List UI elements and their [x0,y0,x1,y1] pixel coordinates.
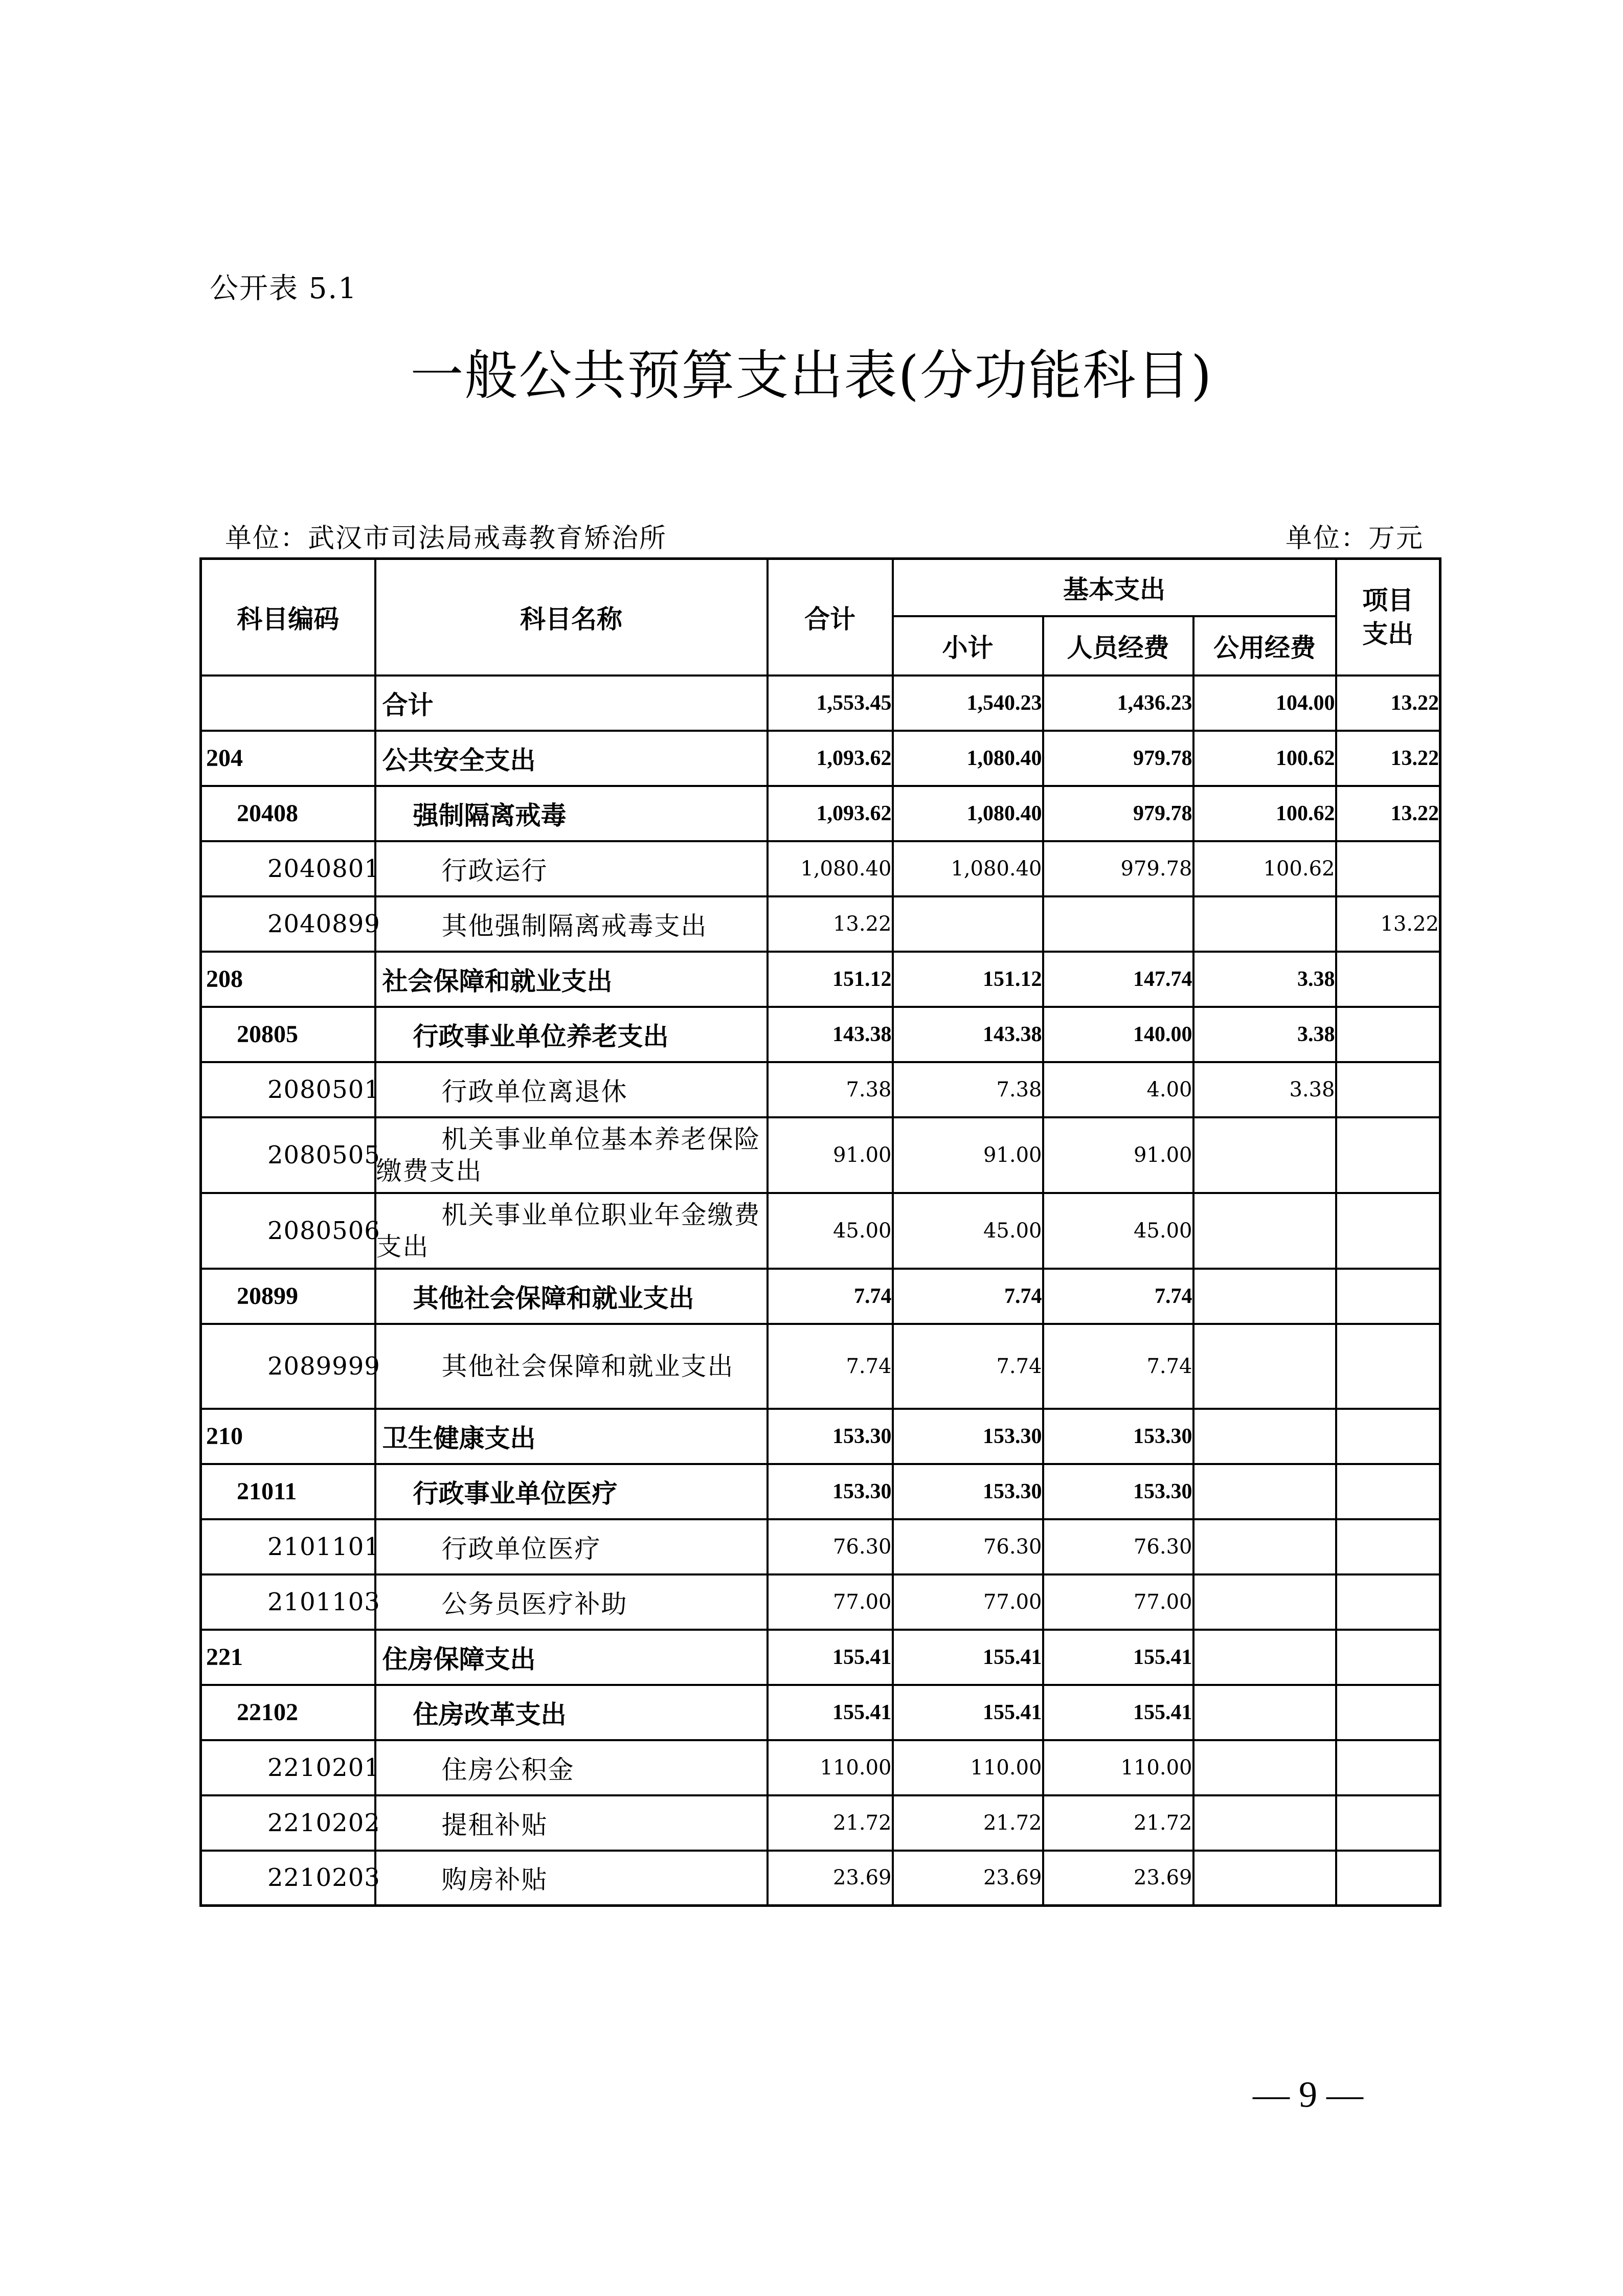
cell-name: 行政事业单位医疗 [375,1464,768,1519]
cell-code: 210 [201,1409,375,1464]
cell-public [1193,1409,1336,1464]
header-project-expenditure [1336,559,1440,676]
cell-code: 2210203 [201,1851,375,1906]
cell-total: 143.38 [768,1007,893,1062]
cell-code: 2101103 [201,1574,375,1630]
cell-project: 13.22 [1336,731,1440,786]
cell-name: 其他社会保障和就业支出 [375,1324,768,1409]
cell-name: 提租补贴 [375,1795,768,1851]
cell-public [1193,1740,1336,1795]
cell-total: 1,093.62 [768,731,893,786]
cell-project [1336,1062,1440,1117]
cell-public [1193,1685,1336,1740]
cell-subtotal: 77.00 [893,1574,1043,1630]
cell-project [1336,1409,1440,1464]
cell-code: 2080506 [201,1193,375,1269]
cell-personnel: 153.30 [1043,1409,1193,1464]
cell-personnel: 140.00 [1043,1007,1193,1062]
table-row [201,1685,1440,1740]
cell-public [1193,1630,1336,1685]
cell-code: 2040899 [201,896,375,952]
cell-name: 行政单位医疗 [375,1519,768,1574]
cell-code: 21011 [201,1464,375,1519]
cell-project [1336,1464,1440,1519]
cell-project [1336,1193,1440,1269]
cell-name: 合计 [375,676,768,731]
budget-expenditure-table [199,557,1441,1907]
cell-total: 76.30 [768,1519,893,1574]
cell-subtotal: 153.30 [893,1409,1043,1464]
cell-name: 行政事业单位养老支出 [375,1007,768,1062]
cell-personnel: 21.72 [1043,1795,1193,1851]
cell-name: 机关事业单位职业年金缴费支出 [375,1193,768,1269]
cell-subtotal: 155.41 [893,1630,1043,1685]
cell-personnel: 155.41 [1043,1685,1193,1740]
cell-project: 13.22 [1336,786,1440,841]
cell-name: 其他强制隔离戒毒支出 [375,896,768,952]
cell-subtotal: 7.74 [893,1324,1043,1409]
cell-code: 208 [201,952,375,1007]
cell-name: 机关事业单位基本养老保险缴费支出 [375,1117,768,1193]
cell-personnel: 110.00 [1043,1740,1193,1795]
cell-project [1336,841,1440,896]
cell-code: 221 [201,1630,375,1685]
cell-subtotal: 23.69 [893,1851,1043,1906]
cell-name: 公务员医疗补助 [375,1574,768,1630]
cell-total: 91.00 [768,1117,893,1193]
cell-total: 1,553.45 [768,676,893,731]
page-number: — 9 — [1253,2074,1363,2115]
table-row [201,1062,1440,1117]
cell-code: 2210201 [201,1740,375,1795]
cell-public: 100.62 [1193,786,1336,841]
cell-public [1193,1795,1336,1851]
cell-subtotal: 153.30 [893,1464,1043,1519]
cell-total: 110.00 [768,1740,893,1795]
cell-subtotal: 7.38 [893,1062,1043,1117]
header-total: 合计 [768,559,893,676]
cell-personnel: 979.78 [1043,841,1193,896]
cell-project [1336,1795,1440,1851]
cell-public [1193,1117,1336,1193]
cell-subtotal: 1,080.40 [893,786,1043,841]
cell-code: 20899 [201,1269,375,1324]
cell-name: 行政运行 [375,841,768,896]
table-row [201,841,1440,896]
cell-total: 45.00 [768,1193,893,1269]
cell-code: 2080501 [201,1062,375,1117]
header-public: 公用经费 [1193,616,1336,676]
cell-total: 151.12 [768,952,893,1007]
cell-code: 2089999 [201,1324,375,1409]
header-project-line1: 项目 [1362,585,1414,615]
cell-total: 7.38 [768,1062,893,1117]
cell-public [1193,1269,1336,1324]
cell-personnel: 45.00 [1043,1193,1193,1269]
cell-name: 卫生健康支出 [375,1409,768,1464]
table-row [201,1851,1440,1906]
table-row [201,1519,1440,1574]
cell-name: 其他社会保障和就业支出 [375,1269,768,1324]
cell-public: 3.38 [1193,952,1336,1007]
cell-subtotal: 1,540.23 [893,676,1043,731]
cell-total: 155.41 [768,1685,893,1740]
cell-personnel: 7.74 [1043,1269,1193,1324]
cell-subtotal: 143.38 [893,1007,1043,1062]
cell-personnel: 147.74 [1043,952,1193,1007]
cell-subtotal: 155.41 [893,1685,1043,1740]
cell-personnel: 7.74 [1043,1324,1193,1409]
cell-subtotal: 7.74 [893,1269,1043,1324]
cell-subtotal: 110.00 [893,1740,1043,1795]
header-project-line2: 支出 [1362,619,1414,649]
table-row [201,1117,1440,1193]
cell-total: 21.72 [768,1795,893,1851]
cell-personnel: 155.41 [1043,1630,1193,1685]
cell-total: 153.30 [768,1464,893,1519]
cell-project [1336,1117,1440,1193]
page-title: 一般公共预算支出表(分功能科目) [410,344,1213,407]
cell-personnel: 979.78 [1043,786,1193,841]
cell-subtotal: 21.72 [893,1795,1043,1851]
cell-code: 2210202 [201,1795,375,1851]
cell-total: 13.22 [768,896,893,952]
cell-project [1336,1851,1440,1906]
currency-unit-label: 单位：万元 [1285,523,1424,554]
cell-name: 强制隔离戒毒 [375,786,768,841]
table-row [201,1269,1440,1324]
cell-total: 1,080.40 [768,841,893,896]
cell-total: 155.41 [768,1630,893,1685]
cell-public [1193,1464,1336,1519]
header-name: 科目名称 [375,559,768,676]
cell-subtotal: 1,080.40 [893,841,1043,896]
table-row [201,1795,1440,1851]
table-row [201,952,1440,1007]
cell-public [1193,1324,1336,1409]
cell-public [1193,1574,1336,1630]
cell-total: 77.00 [768,1574,893,1630]
cell-subtotal [893,896,1043,952]
cell-total: 7.74 [768,1269,893,1324]
table-row [201,1007,1440,1062]
cell-name: 住房公积金 [375,1740,768,1795]
cell-name: 住房保障支出 [375,1630,768,1685]
cell-personnel: 23.69 [1043,1851,1193,1906]
table-row [201,1574,1440,1630]
cell-code: 204 [201,731,375,786]
cell-personnel [1043,896,1193,952]
cell-name: 社会保障和就业支出 [375,952,768,1007]
cell-code: 2101101 [201,1519,375,1574]
cell-project [1336,1685,1440,1740]
cell-project: 13.22 [1336,676,1440,731]
cell-project [1336,1574,1440,1630]
cell-code: 22102 [201,1685,375,1740]
cell-public [1193,1193,1336,1269]
cell-project [1336,1630,1440,1685]
organization-unit-label: 单位：武汉市司法局戒毒教育矫治所 [225,523,667,554]
cell-personnel: 77.00 [1043,1574,1193,1630]
cell-subtotal: 76.30 [893,1519,1043,1574]
header-code: 科目编码 [201,559,375,676]
cell-total: 153.30 [768,1409,893,1464]
table-row [201,1740,1440,1795]
cell-personnel: 4.00 [1043,1062,1193,1117]
cell-total: 7.74 [768,1324,893,1409]
cell-public: 3.38 [1193,1062,1336,1117]
header-basic-expenditure: 基本支出 [893,559,1336,616]
cell-public: 104.00 [1193,676,1336,731]
cell-code: 20408 [201,786,375,841]
cell-personnel: 979.78 [1043,731,1193,786]
cell-public [1193,1851,1336,1906]
cell-name: 公共安全支出 [375,731,768,786]
table-row [201,1193,1440,1269]
cell-total: 23.69 [768,1851,893,1906]
document-label: 公开表 5.1 [210,272,357,305]
cell-name: 住房改革支出 [375,1685,768,1740]
cell-project [1336,1324,1440,1409]
cell-public: 100.62 [1193,731,1336,786]
table-row [201,896,1440,952]
table-row [201,1630,1440,1685]
cell-total: 1,093.62 [768,786,893,841]
cell-personnel: 76.30 [1043,1519,1193,1574]
cell-subtotal: 45.00 [893,1193,1043,1269]
table-row-total [201,676,1440,731]
cell-project [1336,1519,1440,1574]
cell-code [201,676,375,731]
cell-subtotal: 91.00 [893,1117,1043,1193]
table-row [201,731,1440,786]
cell-public [1193,1519,1336,1574]
cell-personnel: 1,436.23 [1043,676,1193,731]
table-row [201,1464,1440,1519]
table-row [201,1324,1440,1409]
cell-personnel: 153.30 [1043,1464,1193,1519]
cell-name: 购房补贴 [375,1851,768,1906]
cell-project [1336,952,1440,1007]
cell-project [1336,1007,1440,1062]
cell-public [1193,896,1336,952]
cell-personnel: 91.00 [1043,1117,1193,1193]
cell-project [1336,1269,1440,1324]
cell-public: 100.62 [1193,841,1336,896]
cell-project [1336,1740,1440,1795]
cell-subtotal: 151.12 [893,952,1043,1007]
cell-code: 2080505 [201,1117,375,1193]
header-subtotal: 小计 [893,616,1043,676]
cell-name: 行政单位离退休 [375,1062,768,1117]
cell-public: 3.38 [1193,1007,1336,1062]
cell-project: 13.22 [1336,896,1440,952]
table-row [201,786,1440,841]
cell-code: 20805 [201,1007,375,1062]
cell-subtotal: 1,080.40 [893,731,1043,786]
header-personnel: 人员经费 [1043,616,1193,676]
cell-code: 2040801 [201,841,375,896]
table-row [201,1409,1440,1464]
